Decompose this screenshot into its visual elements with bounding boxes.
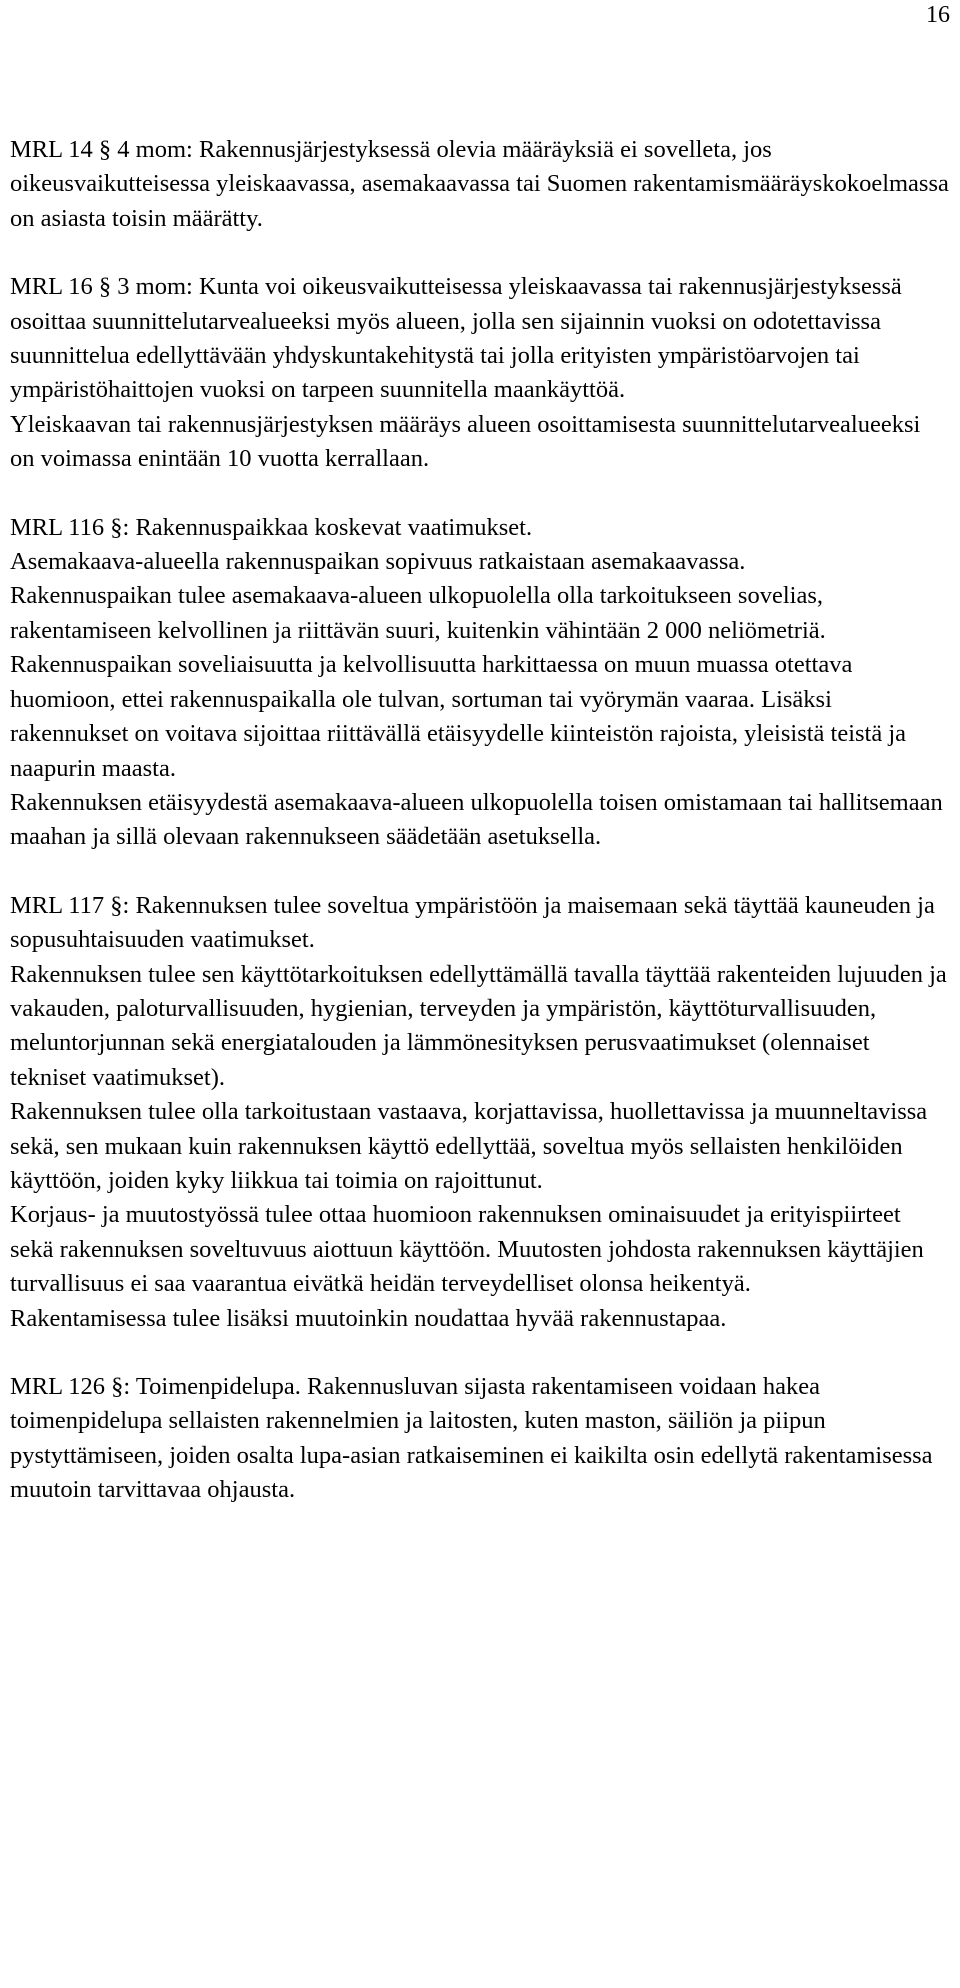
paragraph: Yleiskaavan tai rakennusjärjestyksen määräys alueen osoittamisesta suunnittelutarvealueeksi on voimassa enintään 10 vuotta kerrallaan. (10, 410, 921, 473)
section-block (10, 270, 950, 476)
page-number: 16 (926, 2, 950, 28)
paragraph: MRL 126 §: Toimenpidelupa. Rakennusluvan sijasta rakentamiseen voidaan hakea toimenpidelupa sellaisten rakennelmien ja laitosten, kuten maston, säiliön ja piipun pystyttämiseen, joiden osalta lupa-asian ratkaiseminen ei kaikilta osin edellytä rakentamisessa muutoin tarvittavaa ohjausta. (10, 1373, 933, 1504)
document-body (10, 133, 950, 1508)
paragraph: MRL 14 § 4 mom: Rakennusjärjestyksessä olevia määräyksiä ei sovelleta, jos oikeusvaikutteisessa yleiskaavassa, asemakaavassa tai Suomen rakentamismääräyskokoelmassa on asiasta toisin määrätty. (10, 136, 949, 232)
section-block (10, 1370, 950, 1508)
paragraph: Rakennuspaikan tulee asemakaava-alueen ulkopuolella olla tarkoitukseen sovelias, rakentamiseen kelvollinen ja riittävän suuri, kuitenkin vähintään 2 000 neliömetriä. Rakennuspaikan soveliaisuutta ja kelvollisuutta harkittaessa on muun muassa otettava huomioon, ettei rakennuspaikalla ole tulvan, sortuman tai vyörymän vaaraa. Lisäksi rakennukset on voitava sijoittaa riittävällä etäisyydelle kiinteistön rajoista, yleisistä teistä ja naapurin maasta. (10, 582, 907, 782)
paragraph: Rakennuksen tulee olla tarkoitustaan vastaava, korjattavissa, huollettavissa ja muunneltavissa sekä, sen mukaan kuin rakennuksen käyttö edellyttää, soveltua myös sellaisten henkilöiden käyttöön, joiden kyky liikkua tai toimia on rajoittunut. (10, 1098, 928, 1194)
paragraph: Rakentamisessa tulee lisäksi muutoinkin noudattaa hyvää rakennustapaa. (10, 1304, 727, 1332)
section-block (10, 889, 950, 1336)
paragraph: MRL 16 § 3 mom: Kunta voi oikeusvaikutteisessa yleiskaavassa tai rakennusjärjestyksessä osoittaa suunnittelutarvealueeksi myös alueen, jolla sen sijainnin vuoksi on odotettavissa suunnittelua edellyttävään yhdyskuntakehitystä tai jolla erityisten ympäristöarvojen tai ympäristöhaittojen vuoksi on tarpeen suunnitella maankäyttöä. (10, 273, 902, 404)
paragraph: Korjaus- ja muutostyössä tulee ottaa huomioon rakennuksen ominaisuudet ja erityispiirteet sekä rakennuksen soveltuvuus aiottuun käyttöön. Muutosten johdosta rakennuksen käyttäjien turvallisuus ei saa vaarantua eivätkä heidän terveydelliset olonsa heikentyä. (10, 1201, 924, 1298)
paragraph: MRL 117 §: Rakennuksen tulee soveltua ympäristöön ja maisemaan sekä täyttää kauneuden ja sopusuhtaisuuden vaatimukset. (10, 891, 935, 954)
section-block (10, 511, 950, 855)
paragraph: Asemakaava-alueella rakennuspaikan sopivuus ratkaistaan asemakaavassa. (10, 548, 746, 576)
section-block (10, 133, 950, 236)
paragraph: MRL 116 §: Rakennuspaikkaa koskevat vaatimukset. (10, 513, 533, 541)
paragraph: Rakennuksen tulee sen käyttötarkoituksen edellyttämällä tavalla täyttää rakenteiden lujuuden ja vakauden, paloturvallisuuden, hygienian, terveyden ja ympäristön, käyttöturvallisuuden, meluntorjunnan sekä energiatalouden ja lämmönesityksen perusvaatimukset (olennaiset tekniset vaatimukset). (10, 960, 947, 1091)
paragraph: Rakennuksen etäisyydestä asemakaava-alueen ulkopuolella toisen omistamaan tai hallitsemaan maahan ja sillä olevaan rakennukseen säädetään asetuksella. (10, 788, 943, 851)
